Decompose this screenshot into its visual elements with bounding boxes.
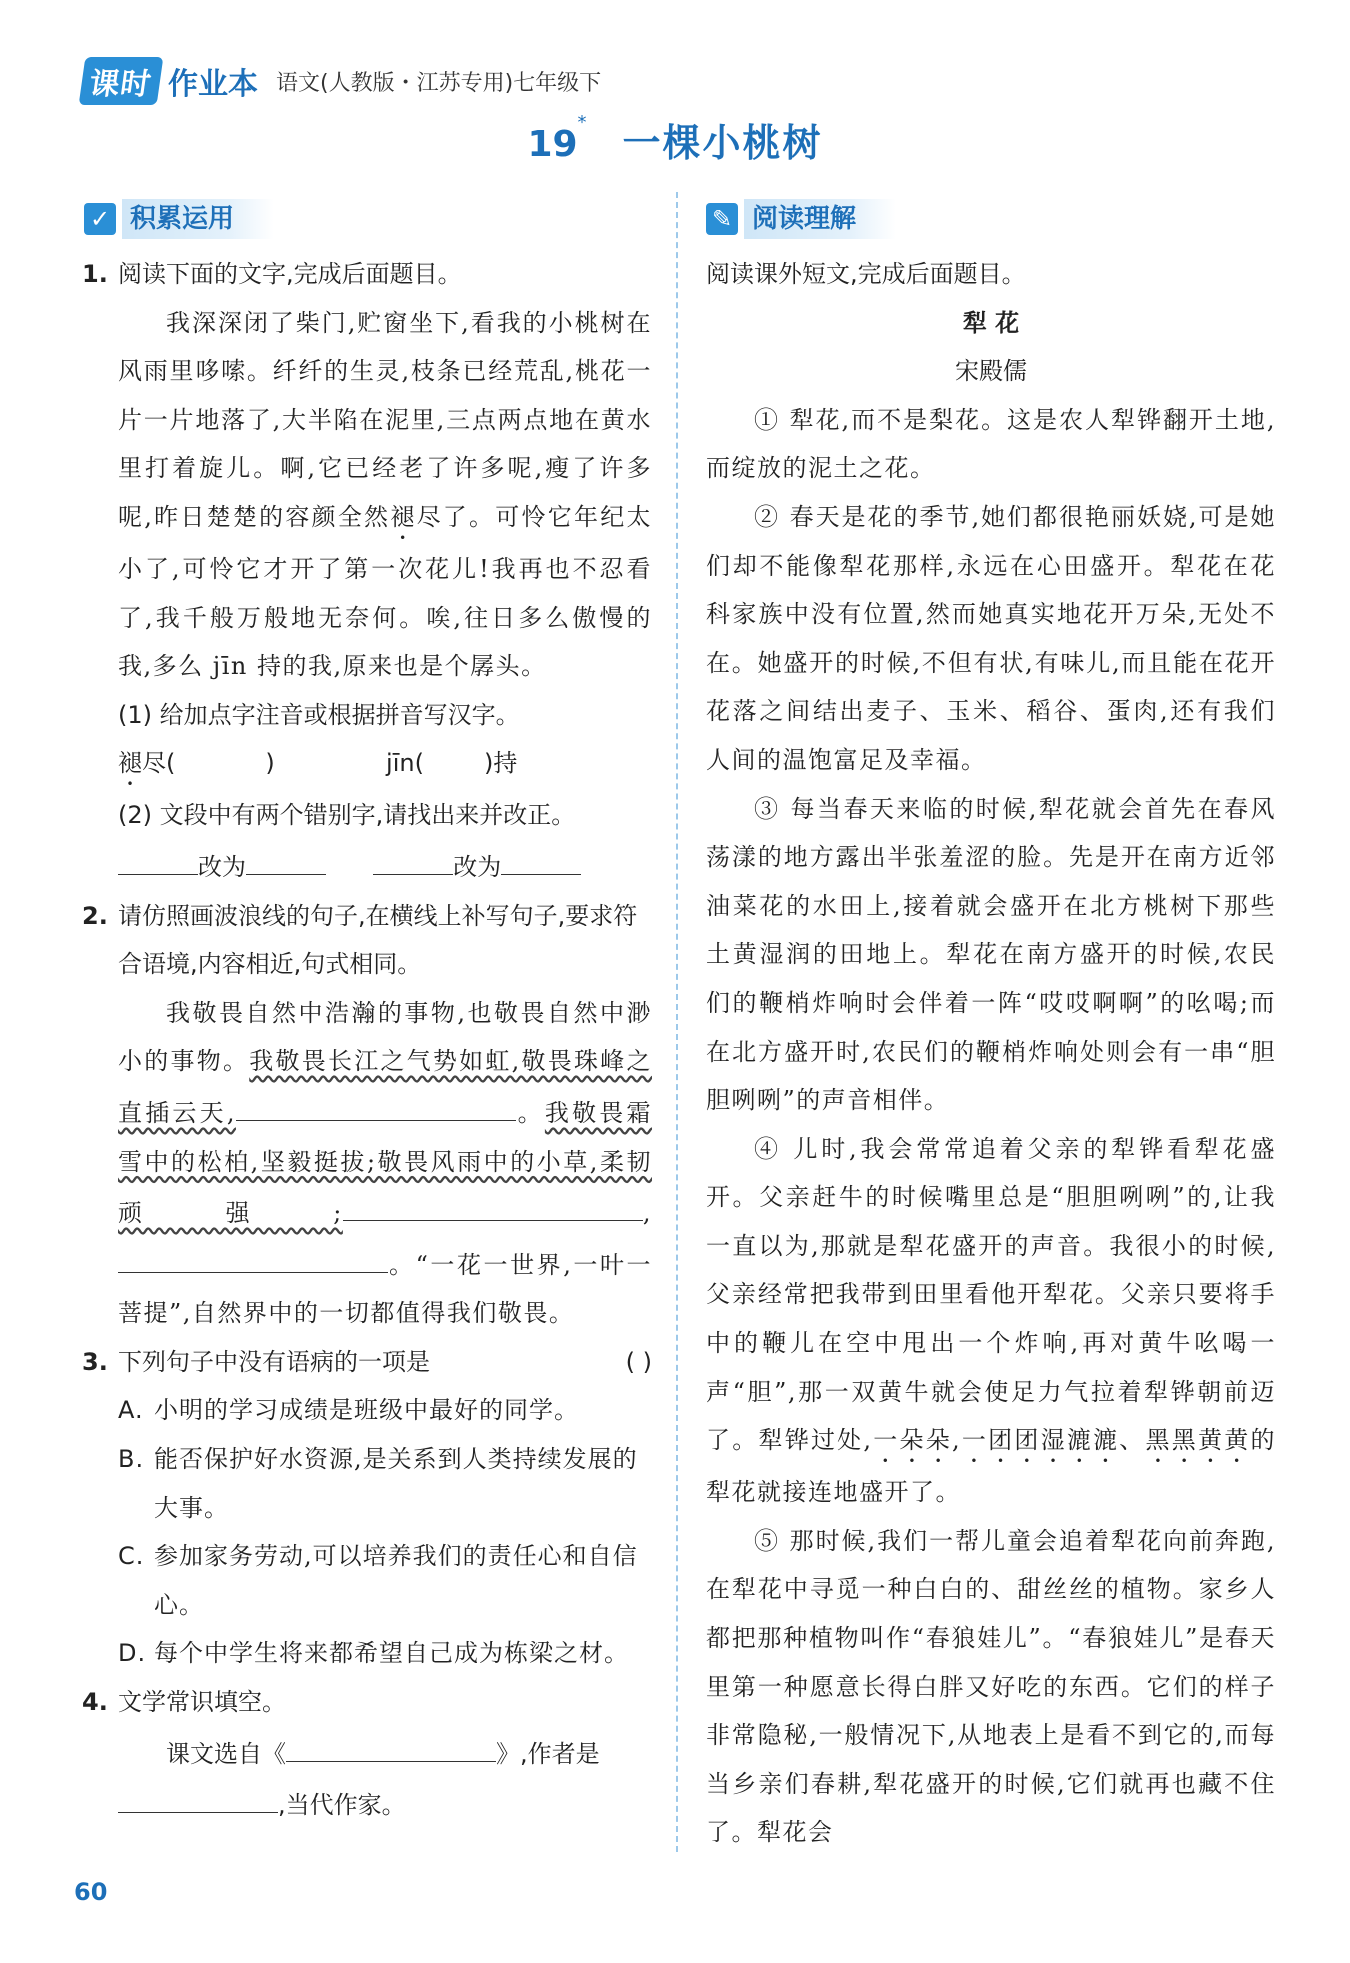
wavy-underlined-sentence: 我敬畏霜雪中的松柏,坚毅挺拔;敬畏风雨中的小草,柔韧顽强; [118, 1098, 653, 1228]
article-paragraph-3: ③ 每当春天来临的时候,犁花就会首先在春风荡漾的地方露出半张羞涩的脸。先是开在南方近邻油菜花的水田上,接着就会盛开在北方桃树下那些土黄湿润的田地上。犁花在南方盛开的时候,农民们的鞭梢炸响时会伴着一阵“哎哎啊啊”的吆喝;而在北方盛开时,农民们的鞭梢炸响处则会有一串“胆胆咧咧”的声音相伴。 [706, 794, 1276, 1115]
question-prompt: 文学常识填空。 [118, 1688, 286, 1717]
dotted-phrase: 一朵朵,一团团湿漉漉、黑黑黄黄 [872, 1426, 1251, 1455]
article-paragraph-2: ② 春天是花的季节,她们都很艳丽妖娆,可是她们却不能像犁花那样,永远在心田盛开。犁花在花科家族中没有位置,然而她真实地花开万朵,无处不在。她盛开的时候,不但有状,有味儿,而且能在花开花落之间结出麦子、玉米、稻谷、蛋肉,还有我们人间的温饱富足及幸福。 [706, 502, 1276, 774]
left-column [82, 250, 652, 1830]
column-divider [676, 192, 678, 1852]
article-title: 犁 花 [962, 308, 1020, 337]
question-prompt: 请仿照画波浪线的句子,在横线上补写句子,要求符合语境,内容相近,句式相同。 [118, 901, 638, 979]
q1-sub1: (1) 给加点字注音或根据拼音写汉字。 [118, 700, 520, 729]
reading-prompt: 阅读课外短文,完成后面题目。 [706, 260, 1026, 288]
q1-sub1-answers: 褪尽( ) jīn( )持 [118, 749, 518, 778]
blank-line[interactable] [246, 840, 326, 875]
article-author: 宋殿儒 [955, 357, 1027, 386]
question-number: 3. [82, 1347, 108, 1376]
question-4 [82, 1678, 652, 1727]
option-c[interactable]: C. 参加家务劳动,可以培养我们的责任心和自信心。 [118, 1542, 638, 1619]
section-title-left: 积累运用 [122, 199, 274, 239]
q1-passage: 我深深闭了柴门,贮窗坐下,看我的小桃树在风雨里哆嗦。纤纤的生灵,枝条已经荒乱,桃花一片一片地落了,大半陷在泥里,三点两点地在黄水里打着旋儿。啊,它已经老了许多呢,瘦了许多呢,昨日楚楚的容颜全然褪尽了。可怜它年纪太小了,可怜它才开了第一次花儿!我再也不忍看了,我千般万般地无奈何。唉,往日多么傲慢的我,多么 jīn 持的我,原来也是个孱头。 [118, 308, 653, 681]
question-3 [82, 1338, 652, 1387]
section-title-right: 阅读理解 [744, 199, 896, 239]
option-d[interactable]: D. 每个中学生将来都希望自己成为栋梁之材。 [118, 1639, 629, 1668]
lesson-star: * [577, 112, 587, 133]
blank-line[interactable] [343, 1186, 643, 1221]
section-header-right [706, 196, 896, 242]
article-paragraph-5: ⑤ 那时候,我们一帮儿童会追着犁花向前奔跑,在犁花中寻觅一种白白的、甜丝丝的植物。家乡人都把那种植物叫作“春狼娃儿”。“春狼娃儿”是春天里第一种愿意长得白胖又好吃的东西。它们的样子非常隐秘,一般情况下,从地表上是看不到它的,而每当乡亲们春耕,犁花盛开的时候,它们就再也藏不住了。犁花会 [706, 1526, 1276, 1847]
question-prompt: 阅读下面的文字,完成后面题目。 [118, 260, 462, 288]
option-a[interactable]: A. 小明的学习成绩是班级中最好的同学。 [118, 1396, 579, 1425]
section-header-left [84, 196, 274, 242]
lesson-title [0, 112, 1350, 167]
lesson-name: 一棵小桃树 [622, 121, 823, 165]
question-number: 1. [82, 260, 108, 288]
right-column [706, 250, 1276, 1857]
lesson-number: 19 [527, 124, 578, 165]
question-number: 2. [82, 901, 108, 930]
page-number: 60 [74, 1878, 108, 1906]
q3-options [82, 1386, 652, 1678]
check-pencil-icon: ✓ [84, 203, 116, 235]
q4-line2: ,当代作家。 [82, 1778, 652, 1830]
subject-label: 语文(人教版・江苏专用)七年级下 [276, 70, 602, 96]
question-1 [82, 250, 652, 299]
blank-line[interactable] [118, 840, 198, 875]
q4-line1: 课文选自《 》,作者是 [82, 1727, 652, 1779]
blank-line[interactable] [501, 840, 581, 875]
question-2 [82, 892, 652, 989]
article-paragraph-4: ④ 儿时,我会常常追着父亲的犁铧看犁花盛开。父亲赶牛的时候嘴里总是“胆胆咧咧”的,让我一直以为,那就是犁花盛开的声音。我很小的时候,父亲经常把我带到田里看他开犁花。父亲只要将手中的鞭儿在空中甩出一个炸响,再对黄牛吆喝一声“胆”,那一双黄牛就会使足力气拉着犁铧朝前迈了。犁铧过处,一朵朵,一团团湿漉漉、黑黑黄黄的犁花就接连地盛开了。 [706, 1134, 1276, 1507]
article-paragraph-1: ① 犁花,而不是梨花。这是农人犁铧翻开土地,而绽放的泥土之花。 [706, 405, 1276, 483]
question-prompt: 下列句子中没有语病的一项是 [118, 1347, 430, 1376]
answer-paren[interactable]: ( ) [625, 1347, 652, 1376]
dotted-char: 褪 [390, 502, 417, 531]
blank-line[interactable] [286, 1727, 496, 1762]
pencil-icon: ✎ [706, 203, 738, 235]
brand-logo: 课时 [79, 57, 164, 105]
option-b[interactable]: B. 能否保护好水资源,是关系到人类持续发展的大事。 [118, 1445, 638, 1522]
q1-correction-blanks: 改为 改为 [82, 840, 652, 892]
header-brand [82, 58, 601, 104]
blank-line[interactable] [373, 840, 453, 875]
blank-line[interactable] [118, 1238, 388, 1273]
q1-sub2: (2) 文段中有两个错别字,请找出来并改正。 [118, 801, 576, 830]
question-number: 4. [82, 1688, 108, 1717]
brand-book-name: 作业本 [168, 67, 258, 102]
blank-line[interactable] [236, 1086, 516, 1121]
q2-passage: 我敬畏自然中浩瀚的事物,也敬畏自然中渺小的事物。我敬畏长江之气势如虹,敬畏珠峰之直插云天, 。我敬畏霜雪中的松柏,坚毅挺拔;敬畏风雨中的小草,柔韧顽强; ,。“一花一世界,一叶一菩提”,自然界中的一切都值得我们敬畏。 [118, 998, 653, 1328]
wavy-underlined-sentence: 我敬畏长江之气势如虹,敬畏珠峰之直插云天, [118, 1047, 652, 1127]
blank-line[interactable] [118, 1778, 278, 1813]
